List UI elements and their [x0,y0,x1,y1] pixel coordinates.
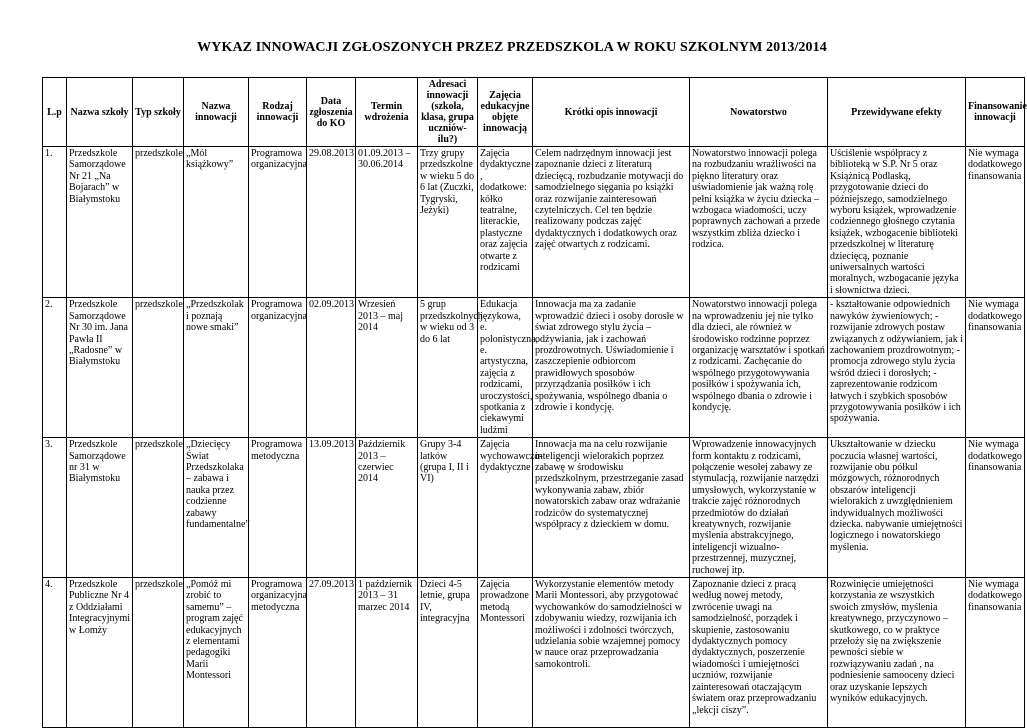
cell-lp: 2. [43,298,67,438]
cell-novelty: Wprowadzenie innowacyjnych form kontaktu z rodzicami, połączenie wesołej zabawy ze stymulacją, rozwijanie narzędzi umysłowych, wykorzystanie w trakcie zajęć różnorodnych przedmiotów do działań kreatywnych, rozwijanie myślenia abstrakcyjnego, inteligencji wizualno-przestrzennej, muzycznej, ruchowej itp. [690,438,828,578]
column-header: Zajęcia edukacyjne objęte innowacją [478,78,533,147]
column-header: Data zgłoszenia do KO [307,78,356,147]
cell-implementation-period: Październik 2013 – czerwiec 2014 [356,438,418,578]
cell-recipients: Grupy 3-4 latków (grupa I, II i VI) [418,438,478,578]
cell-school-type: przedszkole [133,578,184,728]
cell-financing: Nie wymaga dodatkowego finansowania [966,147,1025,298]
cell-recipients: 5 grup przedszkolnych w wieku od 3 do 6 lat [418,298,478,438]
column-header: Adresaci innowacji (szkoła, klasa, grupa uczniów-ilu?) [418,78,478,147]
cell-financing: Nie wymaga dodatkowego finansowania [966,578,1025,728]
cell-school-name: Przedszkole Publiczne Nr 4 z Oddziałami Integracyjnymi w Łomży [67,578,133,728]
column-header: Przewidywane efekty [828,78,966,147]
innovations-table [42,77,1025,728]
cell-lp: 1. [43,147,67,298]
column-header: Nazwa innowacji [184,78,249,147]
page-title: WYKAZ INNOWACJI ZGŁOSZONYCH PRZEZ PRZEDSZKOLA W ROKU SZKOLNYM 2013/2014 [197,40,827,55]
cell-description: Innowacja ma za zadanie wprowadzić dzieci i osoby dorosłe w świat zdrowego stylu życia – odżywiania, jak i zachowań prozdrowotnych. Uświadomienie i zaszczepienie odbiorcom prawidłowych sposobów przyrządzania posiłków i ich spożywania, wspólnego dbania o zdrowie i kondycję. [533,298,690,438]
cell-innovation-kind: Programowa metodyczna [249,438,307,578]
cell-implementation-period: 1 październik 2013 – 31 marzec 2014 [356,578,418,728]
cell-innovation-kind: Programowa organizacyjna [249,147,307,298]
cell-innovation-kind: Programowa organizacyjna metodyczna [249,578,307,728]
cell-financing: Nie wymaga dodatkowego finansowania [966,438,1025,578]
cell-submission-date: 27.09.2013 [307,578,356,728]
column-header: L.p [43,78,67,147]
cell-submission-date: 13.09.2013 [307,438,356,578]
cell-classes: Zajęcia prowadzone metodą Montessori [478,578,533,728]
cell-school-name: Przedszkole Samorządowe Nr 21 „Na Bojarach” w Białymstoku [67,147,133,298]
cell-innovation-kind: Programowa organizacyjna [249,298,307,438]
cell-lp: 3. [43,438,67,578]
table-row [43,438,1025,578]
cell-submission-date: 02.09.2013 [307,298,356,438]
column-header: Finansowanie innowacji [966,78,1025,147]
cell-recipients: Dzieci 4-5 letnie, grupa IV, integracyjna [418,578,478,728]
cell-novelty: Nowatorstwo innowacji polega na rozbudzaniu wrażliwości na piękno literatury oraz uświadomienie jak ważną rolę pełni książka w życiu dziecka – wzbogaca wiadomości, uczy poprawnych zachowań a przede wszystkim zbliża dziecko i rodzica. [690,147,828,298]
cell-description: Innowacja ma na celu rozwijanie inteligencji wielorakich poprzez zabawę w środowisku przedszkolnym, przestrzeganie zasad wykonywania zabaw, zbiór nowatorskich zabaw oraz wdrażanie rodziców do systematycznej współpracy z dzieckiem w domu. [533,438,690,578]
table-header-row [43,78,1025,147]
table-row [43,147,1025,298]
cell-school-name: Przedszkole Samorządowe nr 31 w Białymstoku [67,438,133,578]
cell-description: Celem nadrzędnym innowacji jest zapoznanie dzieci z literaturą dziecięcą, rozbudzanie motywacji do samodzielnego sięgania po książki oraz rozwijanie zainteresowań czytelniczych. Cel ten będzie realizowany podczas zajęć dydaktycznych i dodatkowych oraz zajęć otwartych z rodzicami. [533,147,690,298]
cell-novelty: Zapoznanie dzieci z pracą według nowej metody, zwrócenie uwagi na samodzielność, porządek i skupienie, zastosowaniu dydaktycznych pomocy dydaktycznych, poszerzenie wiadomości i umiejętności uczniów, rozwijanie zainteresowań otaczającym światem oraz przeprowadzaniu „lekcji ciszy”. [690,578,828,728]
cell-classes: Edukacja językowa, e. polonistyczna, e. artystyczna, zajęcia z rodzicami, uroczystości, spotkania z ciekawymi ludźmi [478,298,533,438]
cell-submission-date: 29.08.2013 [307,147,356,298]
cell-implementation-period: 01.09.2013 – 30.06.2014 [356,147,418,298]
cell-expected-effects: Ukształtowanie w dziecku poczucia własnej wartości, rozwijanie obu półkul mózgowych, różnorodnych obszarów inteligencji wielorakich z uwzględnieniem indywidualnych możliwości dziecka. nabywanie umiejętności logicznego i nowatorskiego myślenia. [828,438,966,578]
cell-expected-effects: - kształtowanie odpowiednich nawyków żywieniowych; - rozwijanie zdrowych postaw związanych z odżywianiem, jak i zachowaniem prozdrowotnym; - promocja zdrowego stylu życia wśród dzieci i dorosłych; - zaprezentowanie rodzicom łatwych i szybkich sposobów przygotowywania posiłków i ich spożywania. [828,298,966,438]
column-header: Rodzaj innowacji [249,78,307,147]
cell-recipients: Trzy grupy przedszkolne w wieku 5 do 6 lat (Zuczki, Tygryski, Jeżyki) [418,147,478,298]
cell-innovation-name: „Mól książkowy” [184,147,249,298]
cell-implementation-period: Wrzesień 2013 – maj 2014 [356,298,418,438]
cell-school-type: przedszkole [133,438,184,578]
cell-classes: Zajęcia dydaktyczne , dodatkowe: kółko teatralne, literackie, plastyczne oraz zajęcia otwarte z rodzicami [478,147,533,298]
cell-description: Wykorzystanie elementów metody Marii Montessori, aby przygotować wychowanków do samodzielności w zdobywaniu wiedzy, rozwijania ich możliwości i zdolności twórczych, udzielania sobie wzajemnej pomocy w nauce oraz przeprowadzania samokontroli. [533,578,690,728]
cell-novelty: Nowatorstwo innowacji polega na wprowadzeniu jej nie tylko dla dzieci, ale również w środowisko rodzinne poprzez organizację warsztatów i spotkań z rodzicami. Zachęcanie do wspólnego przygotowywania posiłków i spożywania ich, wspólnego dbania o zdrowie i kondycję. [690,298,828,438]
column-header: Nazwa szkoły [67,78,133,147]
cell-school-type: przedszkole [133,147,184,298]
cell-lp: 4. [43,578,67,728]
table-row [43,298,1025,438]
cell-classes: Zajęcia wychowawczo-dydaktyczne [478,438,533,578]
column-header: Typ szkoły [133,78,184,147]
cell-innovation-name: „Pomóż mi zrobić to samemu” – program zajęć edukacyjnych z elementami pedagogiki Marii Montessori [184,578,249,728]
cell-school-type: przedszkole [133,298,184,438]
table-row [43,578,1025,728]
column-header: Krótki opis innowacji [533,78,690,147]
column-header: Nowatorstwo [690,78,828,147]
cell-innovation-name: „Dziecięcy Świat Przedszkolaka – zabawa i nauka przez codzienne zabawy fundamentalne” [184,438,249,578]
column-header: Termin wdrożenia [356,78,418,147]
cell-financing: Nie wymaga dodatkowego finansowania [966,298,1025,438]
cell-expected-effects: Rozwinięcie umiejętności korzystania ze wszystkich swoich zmysłów, myślenia kreatywnego, przyczynowo – skutkowego, co w praktyce przełoży się na zwiększenie pewności siebie w rozwiązywaniu zadań , na podniesienie samooceny dzieci oraz uzyskanie lepszych wyników edukacyjnych. [828,578,966,728]
cell-school-name: Przedszkole Samorządowe Nr 30 im. Jana Pawła II „Radosne” w Białymstoku [67,298,133,438]
cell-expected-effects: Uściślenie współpracy z biblioteką w S.P. Nr 5 oraz Książnicą Podlaską, przygotowanie dzieci do późniejszego, samodzielnego wyboru książek, wprowadzenie codziennego głośnego czytania książek, wzbogacenie biblioteki przedszkolnej w literaturę dziecięcą, poznanie uniwersalnych wartości moralnych, wzbogacanie języka i słownictwa dzieci. [828,147,966,298]
cell-innovation-name: „Przedszkolak i poznają nowe smaki” [184,298,249,438]
